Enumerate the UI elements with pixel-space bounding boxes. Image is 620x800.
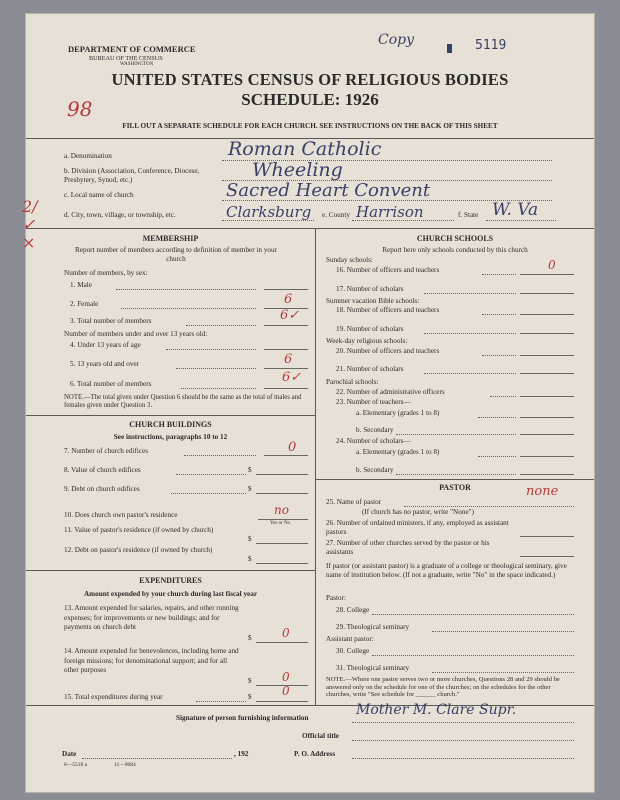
- graduate-note: If pastor (or assistant pastor) is a graduate of a college or theological seminary, give name of institution below. (If not a graduate, write "No" in the space indicated.): [326, 562, 567, 579]
- q18-answer-line: [520, 314, 574, 315]
- q3-leader: [186, 325, 256, 326]
- page-mark: 98: [67, 97, 93, 121]
- q20-leader: [482, 355, 516, 356]
- q7-answer-line: [264, 455, 308, 456]
- q3-value: 6✓: [280, 308, 300, 323]
- q18-label: 18. Number of officers and teachers: [336, 306, 440, 314]
- membership-heading: MEMBERSHIP: [142, 234, 199, 243]
- q22-label: 22. Number of administrative officers: [336, 388, 445, 396]
- schools-rule: [316, 479, 594, 480]
- state-label: f. State: [458, 211, 479, 219]
- q7-leader: [184, 455, 256, 456]
- parochial-label: Parochial schools:: [326, 378, 379, 386]
- q24a-answer-line: [520, 456, 574, 457]
- q2-value: 6: [284, 292, 293, 307]
- q7-label: 7. Number of church edifices: [64, 447, 149, 455]
- q15-value: 0: [282, 684, 290, 698]
- date-year: , 192: [234, 750, 249, 758]
- q16-answer-line: [520, 274, 574, 275]
- q17-label: 17. Number of scholars: [336, 285, 404, 293]
- q25-note: (If church has no pastor, write "None"): [362, 508, 474, 516]
- denomination-value: Roman Catholic: [228, 138, 382, 160]
- q15-answer-line: [256, 701, 308, 702]
- q4-leader: [166, 349, 256, 350]
- po-address-label: P. O. Address: [294, 750, 336, 758]
- buildings-rule: [26, 570, 315, 571]
- q29-line: [432, 631, 574, 632]
- q8-answer-line: [256, 474, 308, 475]
- q21-label: 21. Number of scholars: [336, 365, 404, 373]
- division-label: b. Division (Association, Conference, Diocese, Presbytery, Synod, etc.): [64, 167, 200, 184]
- q24b-label: b. Secondary: [356, 466, 394, 474]
- q6-label: 6. Total number of members: [70, 380, 152, 388]
- q22-answer-line: [520, 396, 574, 397]
- q11-answer-line: [256, 543, 308, 544]
- sunday-label: Sunday schools:: [326, 256, 373, 264]
- q3-answer-line: [264, 325, 308, 326]
- q24b-answer-line: [520, 474, 574, 475]
- q23b-leader: [396, 434, 516, 435]
- q2-label: 2. Female: [70, 300, 99, 308]
- q7-value: 0: [288, 440, 297, 455]
- q28-line: [372, 614, 574, 615]
- q1-leader: [116, 289, 256, 290]
- q20-answer-line: [520, 355, 574, 356]
- assistant-sub-label: Assistant pastor:: [326, 635, 374, 643]
- q25-label: 25. Name of pastor: [326, 498, 382, 506]
- q19-label: 19. Number of scholars: [336, 325, 404, 333]
- q15-dollar: $: [248, 693, 252, 701]
- q10-yes-no: Yes or No: [270, 521, 291, 526]
- page-title: UNITED STATES CENSUS OF RELIGIOUS BODIES: [111, 70, 509, 89]
- q19-leader: [424, 333, 516, 334]
- census-schedule-sheet: [22, 14, 594, 792]
- schedule-number: 5119: [475, 38, 507, 53]
- q15-label: 15. Total expenditures during year: [64, 693, 163, 701]
- q28-label: 28. College: [336, 606, 370, 614]
- q26-label: 26. Number of ordained ministers, if any, employed as assistant pastors: [326, 519, 509, 536]
- q19-answer-line: [520, 333, 574, 334]
- q23b-label: b. Secondary: [356, 426, 394, 434]
- weekday-label: Week-day religious schools:: [326, 337, 408, 345]
- q9-label: 9. Debt on church edifices: [64, 485, 140, 493]
- official-title-label: Official title: [302, 732, 339, 740]
- q23-label: 23. Number of teachers—: [336, 398, 411, 406]
- q21-leader: [424, 373, 516, 374]
- q24a-leader: [478, 456, 516, 457]
- official-title-line: [352, 740, 574, 741]
- q10-label: 10. Does church own pastor's residence: [64, 511, 178, 519]
- margin-mark: 2/✓ ×: [22, 197, 38, 252]
- q12-label: 12. Debt on pastor's residence (if owned by church): [64, 546, 213, 554]
- q14-dollar: $: [248, 677, 252, 685]
- q24a-label: a. Elementary (grades 1 to 8): [356, 448, 440, 456]
- q9-dollar: $: [248, 485, 252, 493]
- q4-label: 4. Under 13 years of age: [70, 341, 141, 349]
- schools-sub: Report here only schools conducted by this church: [382, 246, 528, 254]
- membership-intro: Report number of members according to definition of member in your church: [75, 246, 277, 263]
- q30-label: 30. College: [336, 647, 370, 655]
- q24-label: 24. Number of scholars—: [336, 437, 411, 445]
- buildings-heading: CHURCH BUILDINGS: [129, 420, 212, 429]
- q6-answer-line: [264, 388, 308, 389]
- q18-leader: [482, 314, 516, 315]
- expenditures-heading: EXPENDITURES: [139, 576, 202, 585]
- q12-dollar: $: [248, 555, 252, 563]
- q15-leader: [196, 701, 246, 702]
- schools-heading: CHURCH SCHOOLS: [416, 234, 494, 243]
- q23b-answer-line: [520, 434, 574, 435]
- date-label: Date: [62, 750, 77, 758]
- q26-answer-line: [520, 536, 574, 537]
- q23a-leader: [478, 417, 516, 418]
- dept-title: DEPARTMENT OF COMMERCE: [68, 44, 196, 54]
- expenditures-sub: Amount expended by your church during last fiscal year: [83, 590, 258, 598]
- q16-value: 0: [548, 258, 556, 272]
- q2-leader: [121, 308, 256, 309]
- q4-answer-line: [264, 349, 308, 350]
- q29-label: 29. Theological seminary: [336, 623, 410, 631]
- state-value: W. Va: [492, 200, 539, 220]
- q3-label: 3. Total number of members: [70, 317, 152, 325]
- signature-label: Signature of person furnishing information: [176, 714, 309, 722]
- q27-label: 27. Number of other churches served by the pastor or his assistants: [326, 539, 490, 556]
- q22-leader: [490, 396, 516, 397]
- q11-dollar: $: [248, 535, 252, 543]
- q5-leader: [176, 368, 256, 369]
- q17-leader: [424, 293, 516, 294]
- q8-dollar: $: [248, 466, 252, 474]
- q23a-label: a. Elementary (grades 1 to 8): [356, 409, 440, 417]
- membership-note: NOTE.—The total given under Question 6 should be the same as the total of males and females given under Question 3.: [64, 394, 302, 409]
- q27-answer-line: [520, 556, 574, 557]
- division-value: Wheeling: [252, 159, 343, 181]
- q24b-leader: [396, 474, 516, 475]
- buildings-sub: See instructions, paragraphs 10 to 12: [113, 433, 228, 441]
- q8-label: 8. Value of church edifices: [64, 466, 141, 474]
- city-label: d. City, town, village, or township, etc.: [64, 211, 176, 219]
- print-number: 11—9084: [114, 762, 136, 768]
- q21-answer-line: [520, 373, 574, 374]
- copy-note: Copy: [378, 32, 415, 48]
- q8-leader: [176, 474, 246, 475]
- ink-mark: [447, 44, 452, 53]
- bureau-city: WASHINGTON: [120, 62, 154, 67]
- q13-value: 0: [282, 626, 290, 640]
- q6-leader: [181, 388, 256, 389]
- q16-label: 16. Number of officers and teachers: [336, 266, 440, 274]
- q5-label: 5. 13 years old and over: [70, 360, 140, 368]
- q25-value: none: [526, 484, 559, 499]
- q11-label: 11. Value of pastor's residence (if owned by church): [64, 526, 214, 534]
- column-divider: [315, 228, 316, 705]
- age-intro: Number of members under and over 13 years old:: [64, 330, 208, 338]
- q10-answer-line: [258, 519, 308, 520]
- q10-value: no: [274, 503, 289, 517]
- q31-line: [432, 672, 574, 673]
- membership-rule: [26, 415, 315, 416]
- q14-label: 14. Amount expended for benevolences, including home and foreign missions; for denominational support; and for all other purposes: [64, 647, 239, 674]
- q16-leader: [482, 274, 516, 275]
- county-label: e. County: [322, 211, 350, 219]
- signature-value: Mother M. Clare Supr.: [356, 702, 517, 718]
- page-subtitle: SCHEDULE: 1926: [241, 90, 379, 109]
- date-line: [82, 758, 232, 759]
- q6-value: 6✓: [282, 370, 302, 385]
- q23a-answer-line: [520, 417, 574, 418]
- q17-answer-line: [520, 293, 574, 294]
- instruction-line: FILL OUT A SEPARATE SCHEDULE FOR EACH CHURCH. SEE INSTRUCTIONS ON THE BACK OF THIS SHEET: [122, 122, 498, 130]
- q13-label: 13. Amount expended for salaries, repairs, and other running expenses; for improvements or new buildings; and for payments on church debt: [64, 604, 239, 631]
- denomination-label: a. Denomination: [64, 152, 112, 160]
- form-number: 6—5518 a: [64, 762, 88, 768]
- pastor-heading: PASTOR: [439, 483, 471, 492]
- q25-line: [404, 506, 574, 507]
- state-line: [486, 220, 556, 221]
- q1-answer-line: [264, 289, 308, 290]
- q1-label: 1. Male: [70, 281, 92, 289]
- local-name-value: Sacred Heart Convent: [226, 180, 431, 201]
- county-value: Harrison: [356, 203, 424, 221]
- q9-answer-line: [256, 493, 308, 494]
- q13-dollar: $: [248, 634, 252, 642]
- q30-line: [372, 655, 574, 656]
- q12-answer-line: [256, 563, 308, 564]
- q31-label: 31. Theological seminary: [336, 664, 410, 672]
- summer-label: Summer vacation Bible schools:: [326, 297, 420, 305]
- body-top-rule: [26, 228, 594, 229]
- bureau-title: BUREAU OF THE CENSUS: [89, 55, 163, 62]
- po-address-line: [352, 758, 574, 759]
- q9-leader: [171, 493, 246, 494]
- by-sex-label: Number of members, by sex:: [64, 269, 148, 277]
- q20-label: 20. Number of officers and teachers: [336, 347, 440, 355]
- pastor-note: NOTE.—Where one pastor serves two or more churches, Questions 28 and 29 should be answered only on the schedule for one of the churches; on the schedules for the other churches, write "See schedule for ______ church.": [326, 676, 560, 699]
- city-value: Clarksburg: [226, 203, 312, 221]
- q5-value: 6: [284, 352, 293, 367]
- q5-answer-line: [264, 368, 308, 369]
- local-name-label: c. Local name of church: [64, 191, 134, 199]
- pastor-sub-label: Pastor:: [326, 594, 346, 602]
- q13-answer-line: [256, 642, 308, 643]
- q14-value: 0: [282, 670, 290, 684]
- signature-line: [352, 722, 574, 723]
